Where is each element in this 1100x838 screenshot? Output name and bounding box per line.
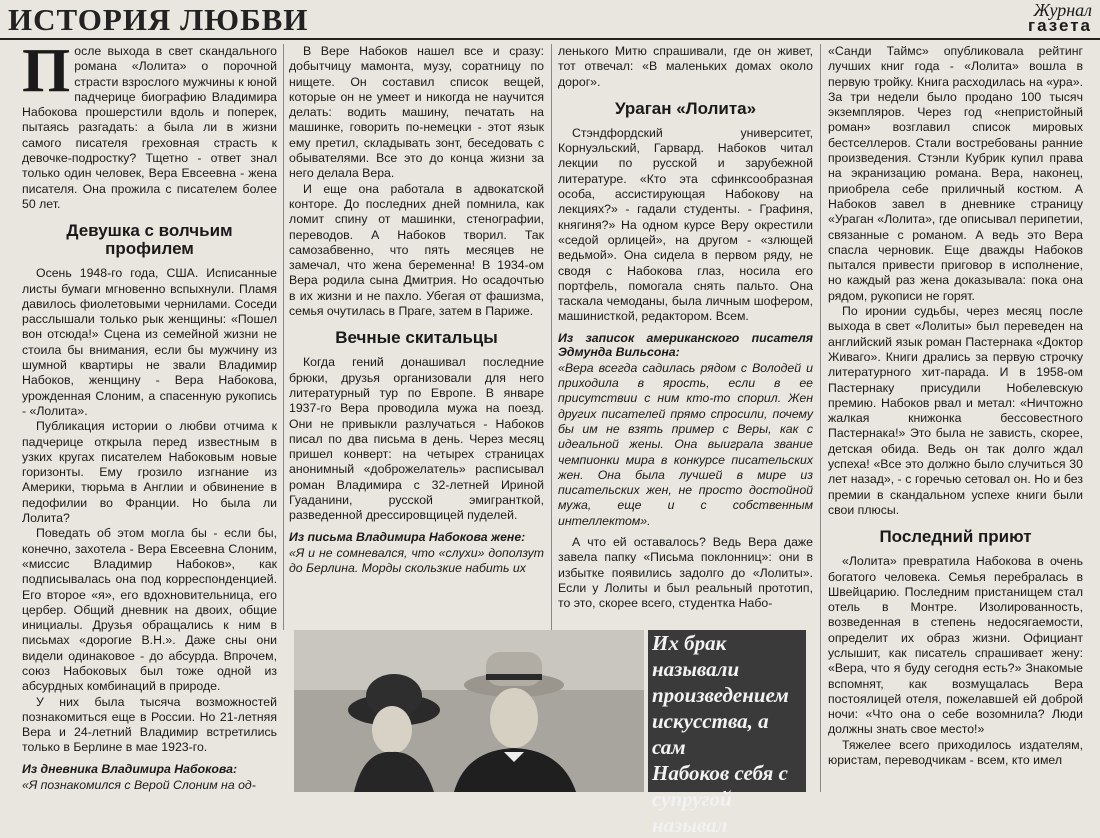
- couple-photo-illustration: [294, 630, 644, 792]
- pull-quote-line: Набоков себя с: [652, 761, 788, 785]
- paragraph: У них была тысяча возможностей познакомиться еще в России. Но 21-летняя Вера и 24-летний Владимир встретились только в Берлине в мае 1923-го.: [22, 694, 277, 755]
- paragraph: «Санди Таймс» опубликовала рейтинг лучших книг года - «Лолита» вошла в первую тройку. Книга расходилась на «ура». За три недели было продано 100 тысяч экземпляров. Через год «непристойный роман» возглавил список мировых бестселлеров. Стали востребованы ранние произведения. Стэнли Кубрик купил права на экранизацию романа. Вера, наконец, приобрела себе приличный костюм. А Набоков завел в дневнике страницу «Ураган «Лолита», где описывал перипетии, связанные с романом. А ведь это Вера спасла черновик. Еще дважды Набоков пытался привести приговор в исполнение, но каждый раз жена доказывала: пока она рядом, рукописи не горят.: [828, 44, 1083, 303]
- paragraph: ленького Митю спрашивали, где он живет, тот отвечал: «В маленьких домах около дорог».: [558, 44, 813, 89]
- paragraph: Стэндфордский университет, Корнуэльский, Гарвард. Набоков читал лекции по русской и зарубежной литературе. «Кто эта сфинксообразная особа, ассистирующая Набокову на лекциях?» - гадали студенты. - Графиня, княгиня?» На одном курсе Веру окрестили «седой орлицей», на другом - «злющей ведьмой». Она сидела в первом ряду, не сводя с Набокова глаз, носила его портфель, помогала снять пальто. Она таскала чемоданы, была личным шофером, машинисткой, редактором. Всем.: [558, 125, 813, 324]
- column-4: [828, 44, 1083, 768]
- letter-heading: Из письма Владимира Набокова жене:: [289, 529, 526, 544]
- paragraph: Осень 1948-го года, США. Исписанные листы бумаги мгновенно вспыхнули. Пламя давилось фиолетовыми чернилами. Соседи расслышали только рык женщины: «Пошел вон отсюда!» Сцена из семейной жизни не стоила бы внимания, если бы мужчину из шумной квартиры не звали Владимир Набоков, женщину - Вера Набокова, урожденная Слоним, а спасенную рукопись - «Лолита».: [22, 266, 277, 418]
- paragraph: Тяжелее всего приходилось издателям, юристам, переводчикам - всем, кто имел: [828, 737, 1083, 768]
- intro-paragraph: [22, 37, 277, 212]
- drop-cap: П: [22, 37, 71, 105]
- column-2: [289, 44, 544, 576]
- notes-heading: Из записок американского писателя Эдмунда Вильсона:: [558, 330, 813, 359]
- paragraph: Когда гений донашивал последние брюки, друзья организовали для него литературный тур по Европе. В январе 1937-го Вера проводила мужа на поезд. Они не привыкли разлучаться - Набоков писал по два письма в день. Через месяц пришел конверт: на четырех страницах анонимный «доброжелатель» расписывал роман Владимира с 32-летней Ириной Гуаданини, русской эмигранткой, разведенной дрессировщицей пуделей.: [289, 355, 544, 523]
- page-header: [0, 0, 1100, 40]
- paragraph: А что ей оставалось? Ведь Вера даже завела папку «Письма поклонниц»: они в избытке появились задолго до «Лолиты». Если у Лолиты и был реальный прототип, то это, скорее всего, студентка Набо-: [558, 535, 813, 611]
- subheading-girl-wolf-profile: Девушка с волчьим профилем: [66, 221, 233, 259]
- column-3: [558, 44, 813, 612]
- diary-quote: «Я познакомился с Верой Слоним на од-: [22, 777, 256, 792]
- pull-quote-line: искусства, а сам: [652, 709, 769, 759]
- intro-text: осле выхода в свет скандального романа «Лолита» о порочной страсти взрослого мужчины к юной падчерице биографию Владимира Набокова прошерстили вдоль и поперек, пытаясь разгадать: а была ли в жизни самого писателя греховная страсть к девочке-подростку? Тщетно - ответ знал только один человек, Вера Евсеевна - жена писателя. Она прожила с писателем более 50 лет.: [22, 44, 277, 211]
- pull-quote-line: называли: [652, 657, 740, 681]
- column-divider: [283, 44, 284, 630]
- subheading-hurricane-lolita: Ураган «Лолита»: [614, 98, 757, 118]
- column-1: [22, 37, 277, 793]
- pull-quote-line: Их брак: [652, 631, 727, 655]
- paragraph: По иронии судьбы, через месяц после выхода в свет «Лолиты» был переведен на английский язык роман Пастернака «Доктор Живаго». Книги дрались за первую строчку литературного хит-парада. И в 1958-ом Пастернаку присудили Нобелевскую премию. Набоков рвал и метал: «Ничтожно жалкая книжонка бессовестного Пастернака!» Это была не зависть, скорее, детская обида. Ведь он так долго ждал успеха! «Все это должно было случиться 30 лет назад», - с горечью сетовал он. Но и без премии в скандальном успехе книги были свои плюсы.: [828, 304, 1083, 517]
- pull-quote: [648, 630, 806, 837]
- column-divider: [551, 44, 552, 630]
- logo-line-2: газета: [1028, 16, 1092, 35]
- pull-quote-line: произведением: [652, 683, 789, 707]
- section-title: ИСТОРИЯ ЛЮБВИ: [8, 2, 309, 37]
- diary-heading: Из дневника Владимира Набокова:: [22, 761, 238, 776]
- publication-logo: [1028, 2, 1092, 34]
- notes-quote: «Вера всегда садилась рядом с Володей и приходила в ярость, если в ее присутствии с ним кто-то спорил. Жен других писателей прямо спросили, почему бы им не взять пример с Веры, как с идеальной жены. Она выиграла звание чемпионки мира в конкурсе писательских жен. Она была лучшей в мире из писательских жен, не просто достойной мужа, еще и с собственным интеллектом».: [558, 360, 813, 528]
- couple-photo: [294, 630, 644, 792]
- column-divider: [820, 44, 821, 792]
- paragraph: В Вере Набоков нашел все и сразу: добытчицу мамонта, музу, соратницу по нищете. Он составил список вещей, которые он не умеет и никогда не научится делать: водить машину, печатать на машинке, говорить по-немецки - этот язык ему претил, складывать зонт, беседовать с обывателями. Все это до конца жизни за него делала Вера.: [289, 44, 544, 181]
- logo-line-1: Журнал: [1033, 0, 1092, 20]
- paragraph: Поведать об этом могла бы - если бы, конечно, захотела - Вера Евсеевна Слоним, «миссис Владимир Набоков», как подписывалась она под корреспонденцией. Его второе «я», его вдохновительница, его цербер. Общий дневник на двоих, общие инициалы. Друзья обращались к ним в письмах «дорогие В.Н.». Даже сны они видели одинаковое - до абсурда. Впрочем, союз Набоковых был тоже одной из абсурдных комбинаций в природе.: [22, 526, 277, 694]
- paragraph: И еще она работала в адвокатской конторе. До последних дней помнила, как ломит спину от машинки, стенографии, переводов. А Набоков творил. Так самозабвенно, что пять месяцев не замечал, что жена беременна! В 1934-ом Вера родила сына Дмитрия. Но осадочтью в их жизни и не пахло. Убегая от фашизма, семья очутилась в Праге, затем в Париже.: [289, 181, 544, 319]
- subheading-eternal-wanderers: Вечные скитальцы: [335, 328, 498, 348]
- paragraph: «Лолита» превратила Набокова в очень богатого человека. Семья перебралась в Швейцарию. Последним пристанищем стал отель в Монтре. Изолированность, возведенная в степень недосягаемости, определит их образ жизни. Официант услышит, как писатель спрашивает жену: «Вера, что я буду сегодня есть?» Знакомые вспомнят, как возмущалась Вера постоялицей отеля, пожелавшей ей доброй ночи: «Что она о себе возомнила? Люди должны знать свое место!»: [828, 554, 1083, 737]
- subheading-last-refuge: Последний приют: [879, 527, 1032, 547]
- letter-quote: «Я и не сомневался, что «слухи» доползут до Берлина. Морды скользкие набить их: [289, 545, 544, 575]
- pull-quote-line: супругой называл: [652, 787, 732, 837]
- paragraph: Публикация истории о любви отчима к падчерице открыла перед известным в узких кругах писателем Набоковым новые горизонты. Ему грозило изгнание из Америки, тюрьма в Англии и обвинение в педофилии во Франции. Но была ли Лолита?: [22, 419, 277, 526]
